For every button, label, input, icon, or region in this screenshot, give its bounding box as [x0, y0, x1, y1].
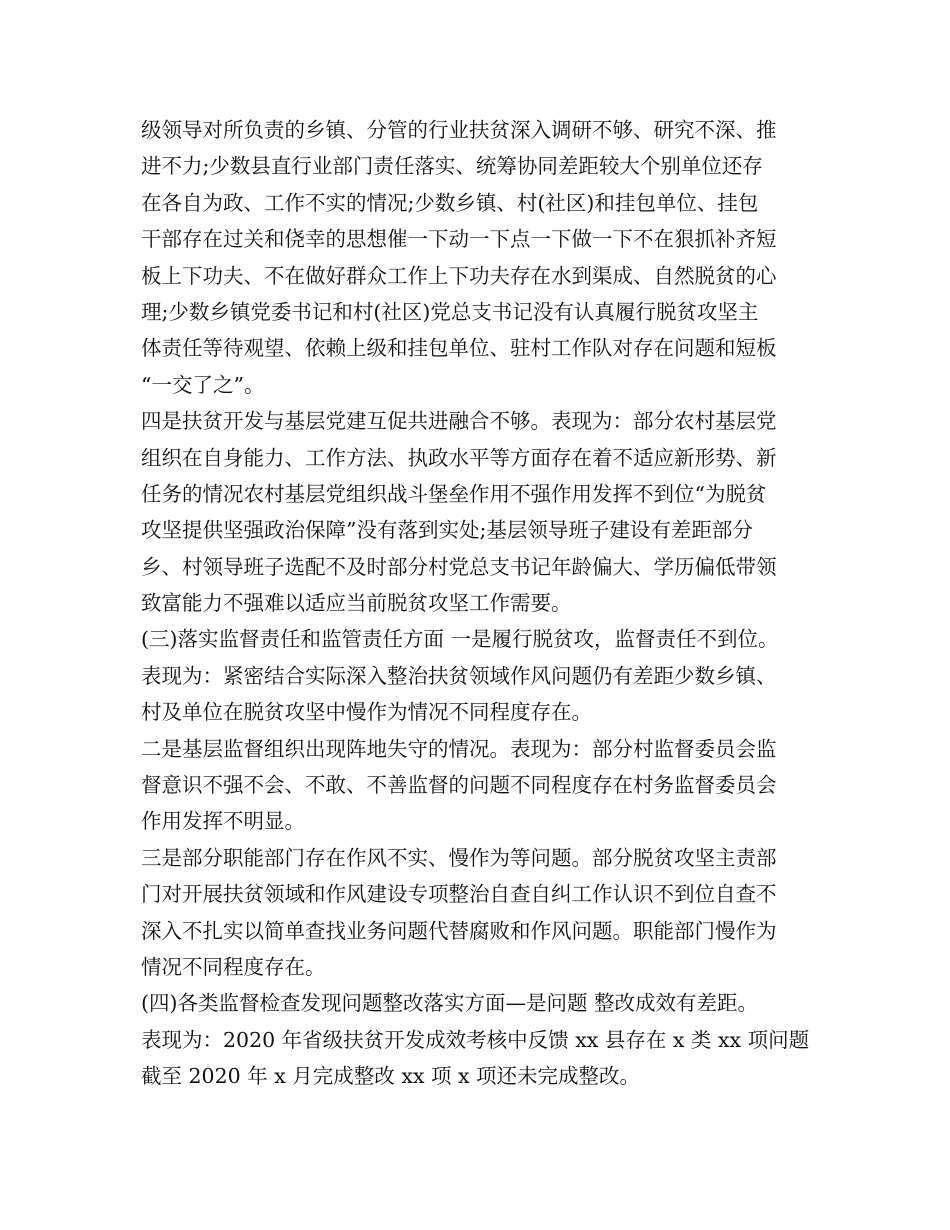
- text-line: 干部存在过关和侥幸的思想催一下动一下点一下做一下不在狠抓补齐短: [141, 227, 777, 252]
- text-line: 体责任等待观望、依赖上级和挂包单位、驻村工作队对存在问题和短板: [141, 336, 777, 361]
- text-line: 理;少数乡镇党委书记和村(社区)党总支书记没有认真履行脱贫攻坚主: [141, 299, 759, 324]
- text-line: 村及单位在脱贫攻坚中慢作为情况不同程度存在。: [141, 700, 592, 725]
- text-line: 截至 2020 年 x 月完成整改 xx 项 x 项还未完成整改。: [141, 1064, 641, 1089]
- text-line: 门对开展扶贫领域和作风建设专项整治自查自纠工作认识不到位自查不: [141, 882, 777, 907]
- text-line: 任务的情况农村基层党组织战斗堡垒作用不强作用发挥不到位“为脱贫: [141, 481, 767, 506]
- text-line: 进不力;少数县直行业部门责任落实、统筹协同差距较大个别单位还存: [141, 154, 763, 179]
- text-line: 四是扶贫开发与基层党建互促共进融合不够。表现为：部分农村基层党: [141, 409, 777, 434]
- text-line: (三)落实监督责任和监管责任方面 一是履行脱贫攻，监督责任不到位。: [141, 627, 779, 652]
- text-line: 板上下功夫、不在做好群众工作上下功夫存在水到渠成、自然脱贫的心: [141, 263, 777, 288]
- text-line: 在各自为政、工作不实的情况;少数乡镇、村(社区)和挂包单位、挂包: [141, 190, 759, 215]
- text-line: 深入不扎实以简单查找业务问题代替腐败和作风问题。职能部门慢作为: [141, 918, 777, 943]
- text-line: 致富能力不强难以适应当前脱贫攻坚工作需要。: [141, 591, 572, 616]
- text-line: 二是基层监督组织出现阵地失守的情况。表现为：部分村监督委员会监: [141, 736, 777, 761]
- text-line: 表现为：紧密结合实际深入整治扶贫领域作风问题仍有差距少数乡镇、: [141, 663, 777, 688]
- body-text: [141, 112, 831, 1095]
- text-line: 表现为：2020 年省级扶贫开发成效考核中反馈 xx 县存在 x 类 xx 项问题: [141, 1027, 810, 1052]
- text-line: “一交了之”。: [141, 372, 265, 397]
- text-line: 乡、村领导班子选配不及时部分村党总支书记年龄偏大、学历偏低带领: [141, 554, 777, 579]
- text-line: 情况不同程度存在。: [141, 954, 326, 979]
- text-line: 攻坚提供坚强政治保障”没有落到实处;基层领导班子建设有差距部分: [141, 518, 753, 543]
- text-line: 组织在自身能力、工作方法、执政水平等方面存在着不适应新形势、新: [141, 445, 777, 470]
- text-line: 级领导对所负责的乡镇、分管的行业扶贫深入调研不够、研究不深、推: [141, 118, 777, 142]
- text-line: 作用发挥不明显。: [141, 809, 305, 834]
- text-line: (四)各类监督检查发现问题整改落实方面—是问题 整改成效有差距。: [141, 991, 759, 1016]
- text-line: 三是部分职能部门存在作风不实、慢作为等问题。部分脱贫攻坚主责部: [141, 845, 777, 870]
- text-line: 督意识不强不会、不敢、不善监督的问题不同程度存在村务监督委员会: [141, 773, 777, 798]
